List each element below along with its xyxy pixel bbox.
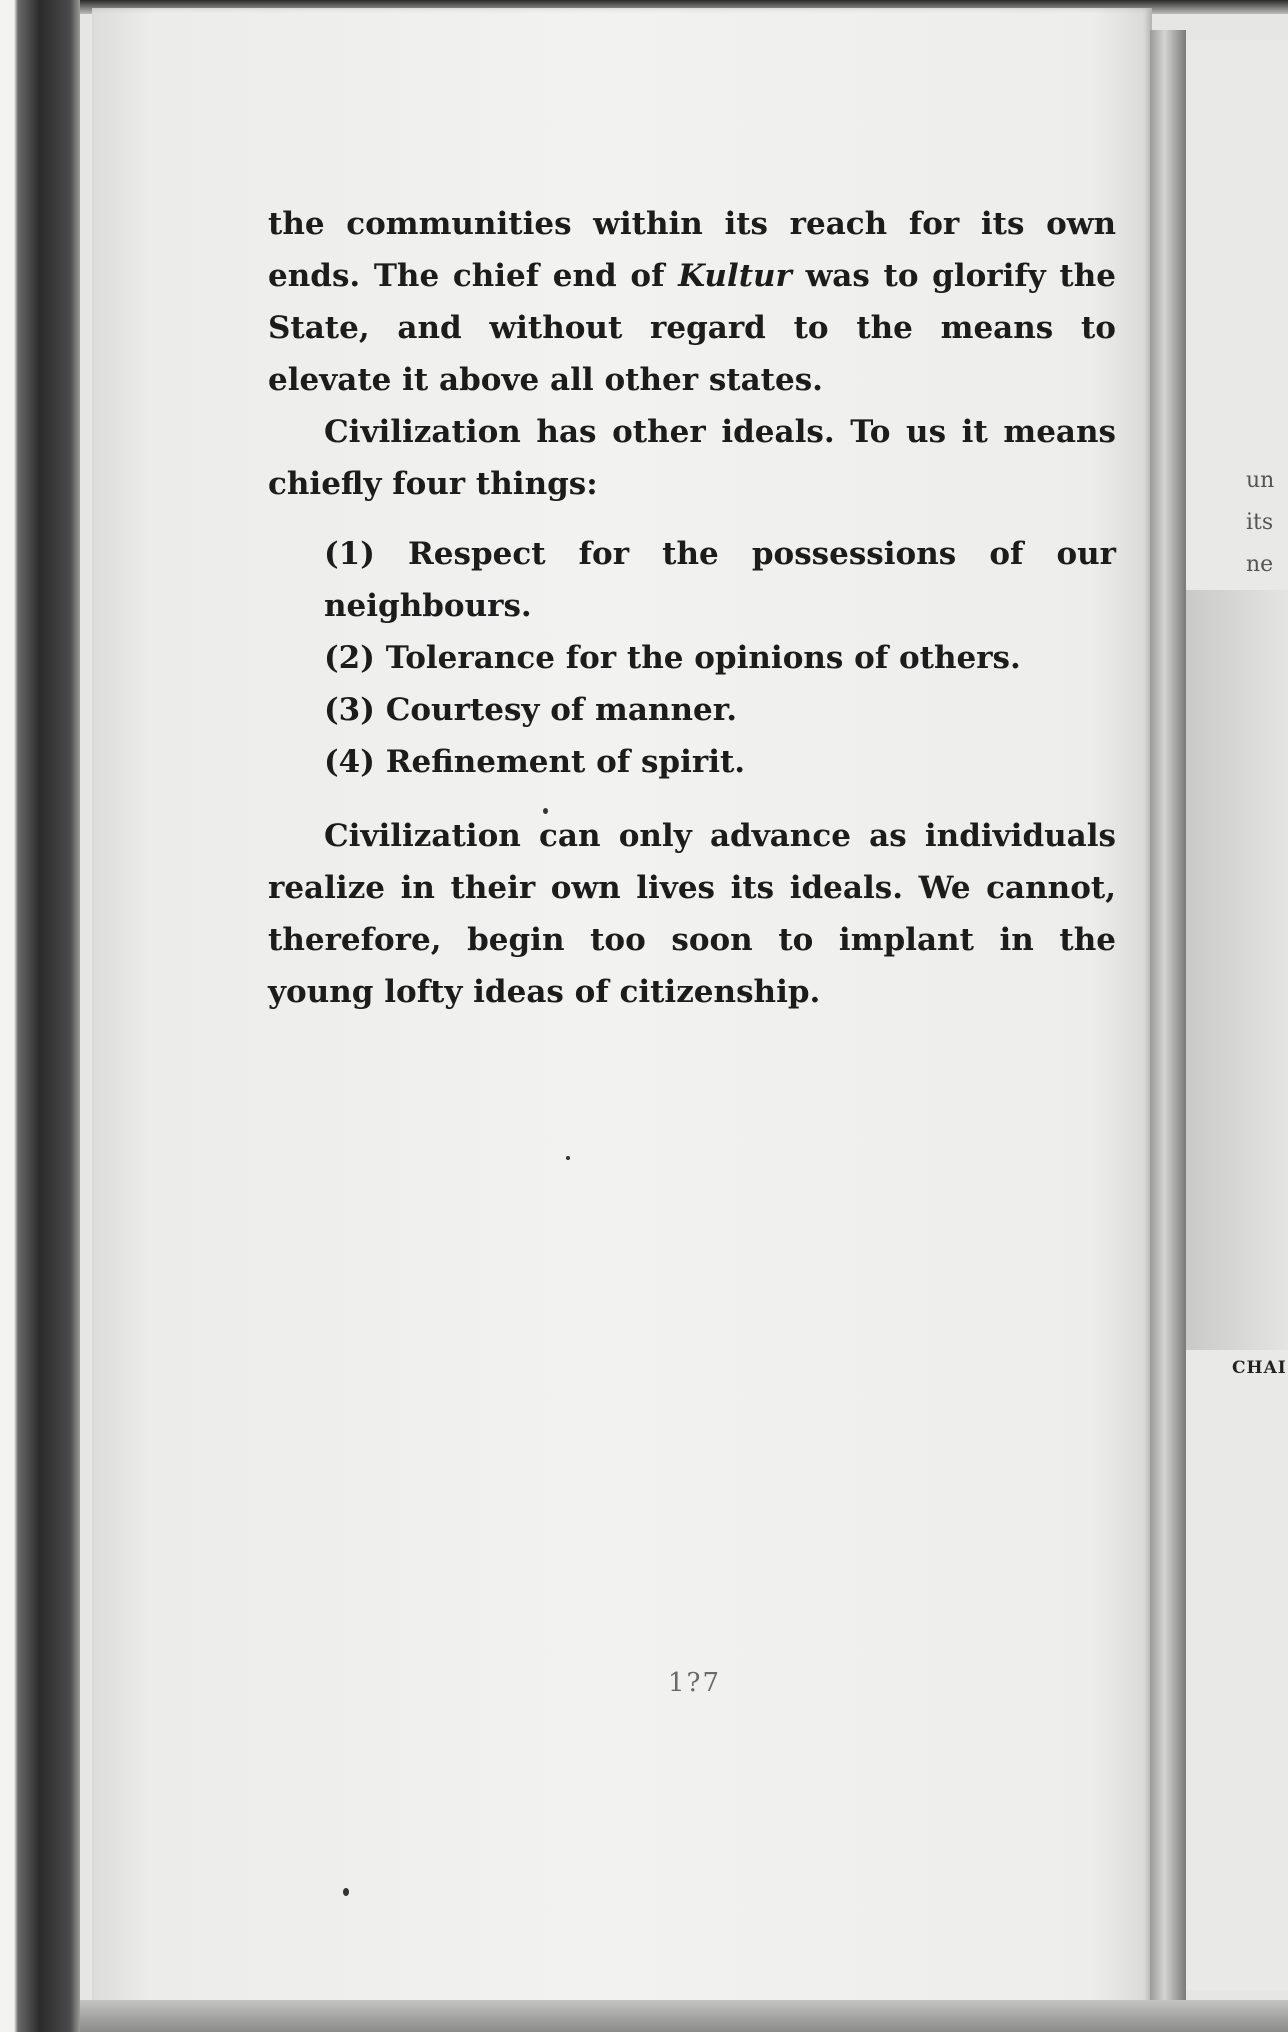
facing-page-chapter-label: CHAI xyxy=(1232,1358,1287,1378)
list-number: (1) xyxy=(324,536,375,572)
list-item xyxy=(268,632,1116,684)
facing-page-shadow xyxy=(1186,590,1288,1350)
list-number: (4) xyxy=(324,744,375,780)
facing-page-fragment: ne xyxy=(1246,552,1274,577)
list-number: (3) xyxy=(324,692,375,728)
list-text: Respect for the possessions of our neighbours. xyxy=(324,536,1116,624)
book-binding xyxy=(1150,30,1186,2020)
page-number: 1?7 xyxy=(668,1668,722,1698)
paragraph-text: the communities within its reach for its own ends. The chief end of xyxy=(268,206,1116,294)
paragraph xyxy=(268,198,1116,406)
facing-page-fragment: its xyxy=(1246,510,1274,535)
list-text: Refinement of spirit. xyxy=(385,744,746,780)
paragraph: Civilization has other ideals. To us it means chiefly four things: xyxy=(268,414,1116,502)
ink-speck xyxy=(343,1888,349,1896)
film-bottom-edge xyxy=(80,2000,1288,2032)
facing-page-fragment: un xyxy=(1246,468,1275,493)
ink-speck xyxy=(566,1156,570,1160)
film-left-edge xyxy=(0,0,80,2032)
ink-speck xyxy=(543,808,548,814)
list-text: Courtesy of manner. xyxy=(385,692,737,728)
italic-term: Kultur xyxy=(678,258,792,294)
list-text: Tolerance for the opinions of others. xyxy=(385,640,1021,676)
list-item xyxy=(268,736,1116,788)
paragraph: Civilization can only advance as individuals realize in their own lives its ideals. We cannot, therefore, begin too soon to implant in the young lofty ideas of citizenship. xyxy=(268,818,1116,1010)
page-text xyxy=(268,198,1116,1018)
numbered-list xyxy=(268,528,1116,788)
list-number: (2) xyxy=(324,640,375,676)
list-item xyxy=(268,528,1116,632)
paragraph-text: was to glorify the State, and without regard to the means to elevate it above all other states. xyxy=(268,258,1117,398)
list-item xyxy=(268,684,1116,736)
